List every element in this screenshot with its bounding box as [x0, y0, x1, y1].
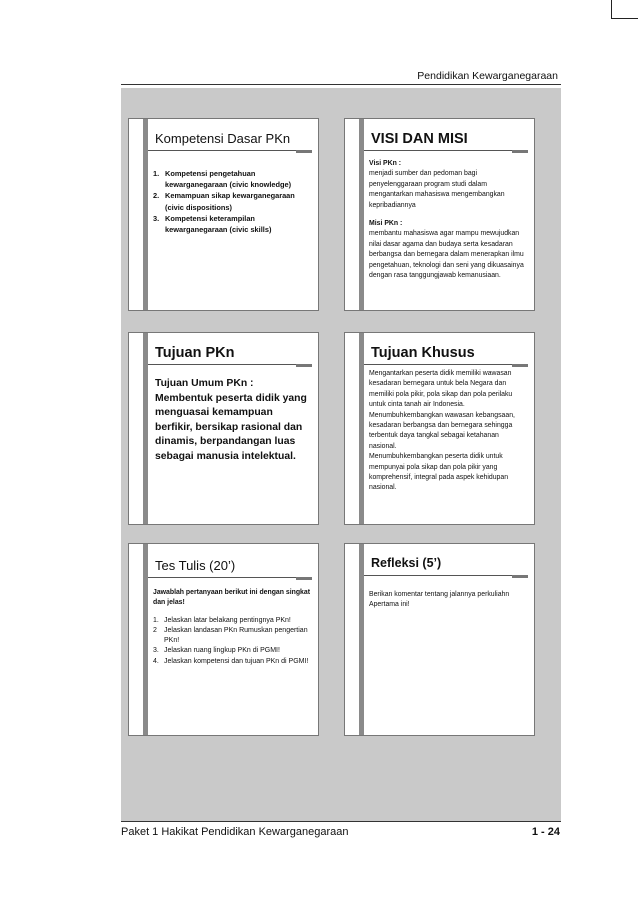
title-rule: [148, 364, 312, 365]
question-list: [153, 616, 312, 667]
title-rule: [364, 150, 528, 151]
title-rule: [148, 577, 312, 578]
list-item: 3. Kompetensi keterampilan kewarganegaraan (civic skills): [153, 213, 272, 235]
page-corner-mark: [611, 0, 638, 19]
khusus-paragraph: Mengantarkan peserta didik memiliki wawasan kesadaran bernegara untuk bela Negara dan memiliki pola pikir, pola sikap dan pola perilaku untuk cinta tanah air Indonesia.: [369, 370, 513, 409]
khusus-paragraph: Menumbuhkembangkan wawasan kebangsaan, kesadaran berbangsa dan bernegara sehingga terbentuk daya tangkal sebagai ketahanan nasional.: [369, 411, 515, 450]
slide-body: [369, 369, 528, 494]
refleksi-text: Berikan komentar tentang jalannya perkuliahn Apertama ini!: [369, 591, 510, 609]
list-item: 4. Jelaskan kompetensi dan tujuan PKn di PGMI!: [153, 657, 309, 665]
slide-body: [153, 588, 312, 667]
title-rule-accent: [512, 575, 528, 578]
slide-title: Tujuan PKn: [155, 345, 235, 361]
competency-list: [153, 168, 312, 235]
title-rule: [364, 575, 528, 576]
title-rule-accent: [296, 364, 312, 367]
misi-label: Misi PKn :: [369, 220, 403, 228]
slide-tujuan-pkn: [128, 332, 319, 525]
slide-body: [155, 377, 312, 465]
slide-side-bar: [359, 333, 364, 524]
visi-label: Visi PKn :: [369, 160, 402, 167]
slide-side-bar: [359, 544, 364, 735]
footer-chapter-title: Paket 1 Hakikat Pendidikan Kewarganegaraan: [121, 826, 349, 838]
slide-side-bar: [359, 119, 364, 310]
footer-divider: [121, 821, 561, 822]
slide-title: Tes Tulis (20’): [155, 558, 236, 573]
list-item: 1. Jelaskan latar belakang pentingnya PKn!: [153, 616, 291, 624]
slide-title: VISI DAN MISI: [371, 131, 468, 147]
title-rule-accent: [296, 577, 312, 580]
slide-visi-misi: [344, 118, 535, 311]
slide-side-bar: [143, 544, 148, 735]
tujuan-umum-label: Tujuan Umum PKn :: [155, 378, 254, 389]
slide-refleksi: [344, 543, 535, 736]
page-header-title: Pendidikan Kewarganegaraan: [417, 70, 558, 82]
slide-side-bar: [143, 333, 148, 524]
page-number: 1 - 24: [531, 826, 560, 838]
title-rule-accent: [512, 364, 528, 367]
title-rule-accent: [296, 150, 312, 153]
slide-body: [369, 590, 528, 611]
header-divider: [121, 84, 561, 85]
list-item: 1. Kompetensi pengetahuan kewarganegaraan (civic knowledge): [153, 169, 292, 190]
tes-intro: Jawablah pertanyaan berikut ini dengan singkat dan jelas!: [153, 589, 310, 607]
slide-title: Tujuan Khusus: [371, 345, 475, 361]
slide-body: [153, 168, 312, 235]
slide-body: [369, 159, 528, 281]
title-rule: [364, 364, 528, 365]
visi-text: menjadi sumber dan pedoman bagi penyelenggaraan program studi dalam mengantarkan mahasiswa mengembangkan kepribadiannya: [369, 170, 505, 209]
misi-text: membantu mahasiswa agar mampu mewujudkan nilai dasar agama dan budaya serta kesadaran berbangsa dan bernegara dalam menerapkan ilmu pengetahuan, teknologi dan seni yang dikuasainya dengan rasa tanggungjawab kemanusiaan.: [369, 230, 524, 280]
slide-tes-tulis: [128, 543, 319, 736]
title-rule: [148, 150, 312, 151]
slide-title: Kompetensi Dasar PKn: [155, 131, 291, 146]
title-rule-accent: [512, 150, 528, 153]
slides-panel: [121, 88, 561, 821]
list-item: 2. Kemampuan sikap kewarganegaraan (civic dispositions): [153, 191, 295, 212]
slide-title: Refleksi (5’): [371, 556, 442, 570]
slide-tujuan-khusus: [344, 332, 535, 525]
slide-side-bar: [143, 119, 148, 310]
slide-kompetensi-dasar: [128, 118, 319, 311]
khusus-paragraph: Menumbuhkembangkan peserta didik untuk mempunyai pola sikap dan pola pikir yang komprehensif, integral pada aspek kehidupan nasional.: [369, 453, 509, 492]
tujuan-umum-text: Membentuk peserta didik yang menguasai kemampuan berfikir, bersikap rasional dan dinamis, berpandangan luas sebagai manusia intelektual.: [155, 392, 307, 462]
list-item: 2 Jelaskan landasan PKn Rumuskan pengertian PKn!: [153, 627, 308, 645]
list-item: 3. Jelaskan ruang lingkup PKn di PGMI!: [153, 647, 280, 655]
